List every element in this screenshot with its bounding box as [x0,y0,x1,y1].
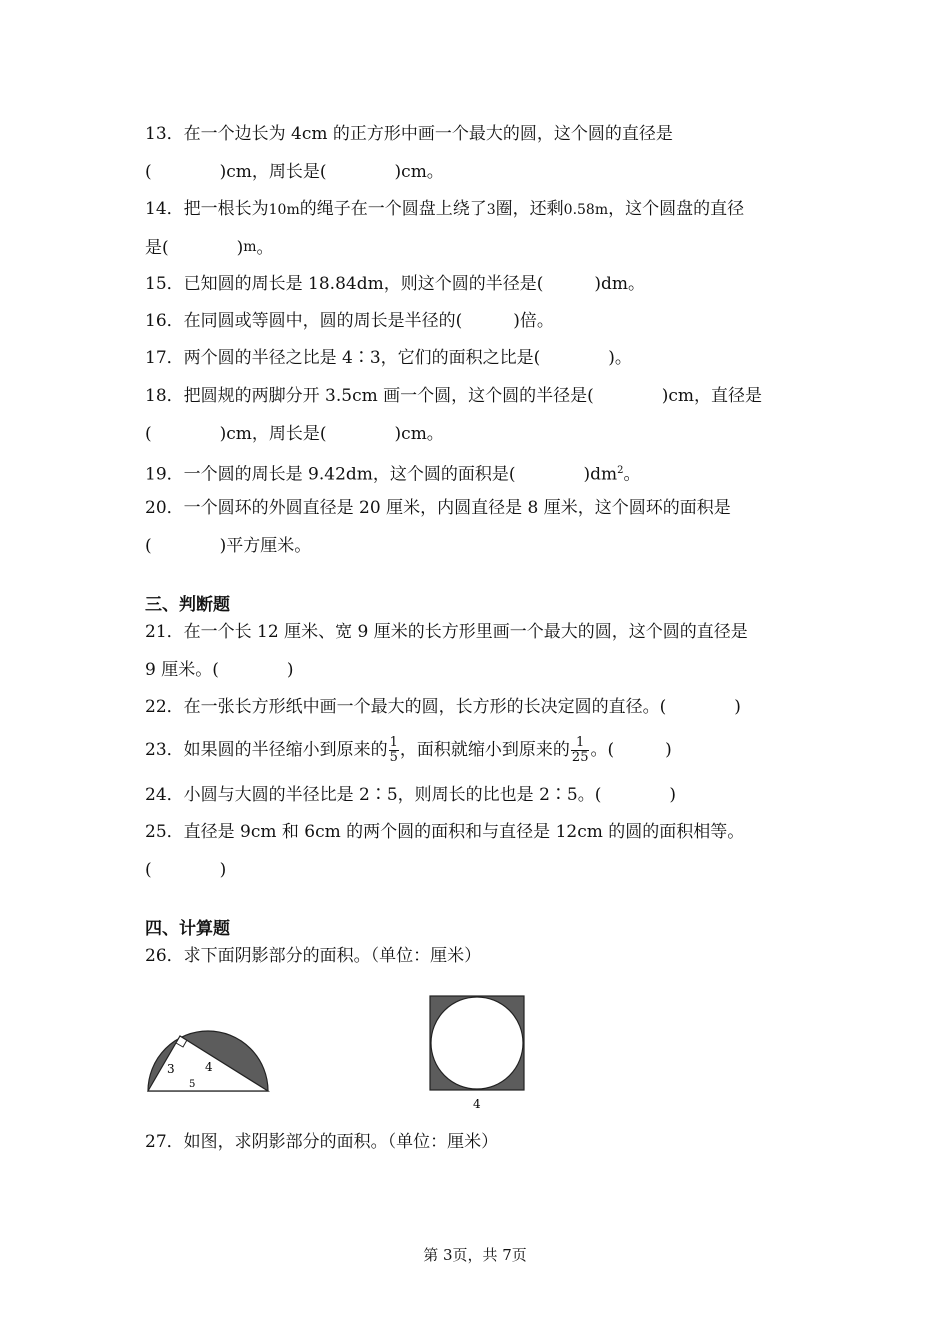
question-18-line-1: 18．把圆规的两脚分开 3.5cm 画一个圆，这个圆的半径是( )cm，直径是 [145,386,763,406]
question-14-line-2 [145,236,274,259]
inscribed-circle [431,997,523,1089]
q23-fraction-2-num: 1 [571,736,590,751]
q14-answer: 是( ) [145,238,244,258]
q14-unit: m [243,239,257,255]
q23-fraction-1-num: 1 [389,735,398,750]
q23-fraction-2 [571,736,590,765]
question-22: 22．在一张长方形纸中画一个最大的圆，长方形的长决定圆的直径。( ) [145,697,741,717]
q14-text-4: ，这个圆盘的直径 [608,199,745,219]
question-20-line-1: 20．一个圆环的外圆直径是 20 厘米，内圆直径是 8 厘米，这个圆环的面积是 [145,498,731,518]
question-16: 16．在同圆或等圆中，圆的周长是半径的( )倍。 [145,311,554,331]
question-25-line-1: 25．直径是 9cm 和 6cm 的两个圆的面积和与直径是 12cm 的圆的面积相等。 [145,822,745,842]
q19-superscript: 2 [617,465,624,476]
q14-text-3: 圈，还剩 [495,199,564,219]
q23-fraction-2-den: 25 [571,750,589,765]
question-21-line-2: 9 厘米。( ) [145,660,294,680]
question-21-line-1: 21．在一个长 12 厘米、宽 9 厘米的长方形里画一个最大的圆，这个圆的直径是 [145,622,748,642]
q14-text-1: 14．把一根长为 [145,199,269,219]
question-26: 26．求下面阴影部分的面积。（单位：厘米） [145,946,482,966]
q14-text-2: 的绳子在一个圆盘上绕了 [299,199,487,219]
question-24: 24．小圆与大圆的半径比是 2∶5，则周长的比也是 2∶5。( ) [145,785,676,805]
q19-end: 。 [623,464,641,485]
question-13-line-1: 13．在一个边长为 4cm 的正方形中画一个最大的圆，这个圆的直径是 [145,124,673,144]
question-15: 15．已知圆的周长是 18.84dm，则这个圆的半径是( )dm。 [145,274,645,294]
q14-end: 。 [256,238,274,258]
q19-text: 19．一个圆的周长是 9.42dm，这个圆的面积是( )dm [145,464,618,485]
question-23 [145,733,672,767]
question-20-line-2: ( )平方厘米。 [145,536,312,556]
question-13-line-2: ( )cm，周长是( )cm。 [145,162,444,182]
label-side-5: 5 [189,1079,196,1090]
label-side-4: 4 [205,1060,213,1074]
figure-semicircle-triangle [145,1024,271,1096]
question-18-line-2: ( )cm，周长是( )cm。 [145,424,444,444]
label-side-4: 4 [473,1097,481,1111]
q23-fraction-1 [389,736,399,765]
figure-square-circle [428,994,528,1114]
question-14-line-1 [145,198,744,221]
section-4-heading: 四、计算题 [145,919,230,939]
q23-text-1: 23．如果圆的半径缩小到原来的 [145,740,388,760]
question-25-line-2: ( ) [145,860,227,880]
q14-remaining: 0.58m [563,202,609,218]
question-19 [145,460,641,486]
section-3-heading: 三、判断题 [145,595,230,615]
label-side-3: 3 [167,1062,175,1076]
q23-text-2: ，面积就缩小到原来的 [399,740,570,760]
q23-fraction-1-den: 5 [389,750,398,765]
q14-turns: 3 [486,202,496,218]
page-footer: 第 3页，共 7页 [423,1246,527,1264]
q23-text-3: 。( ) [590,740,672,760]
question-17: 17．两个圆的半径之比是 4∶3，它们的面积之比是( )。 [145,348,632,368]
q14-length: 10m [268,202,300,218]
question-27: 27．如图，求阴影部分的面积。（单位：厘米） [145,1132,499,1152]
